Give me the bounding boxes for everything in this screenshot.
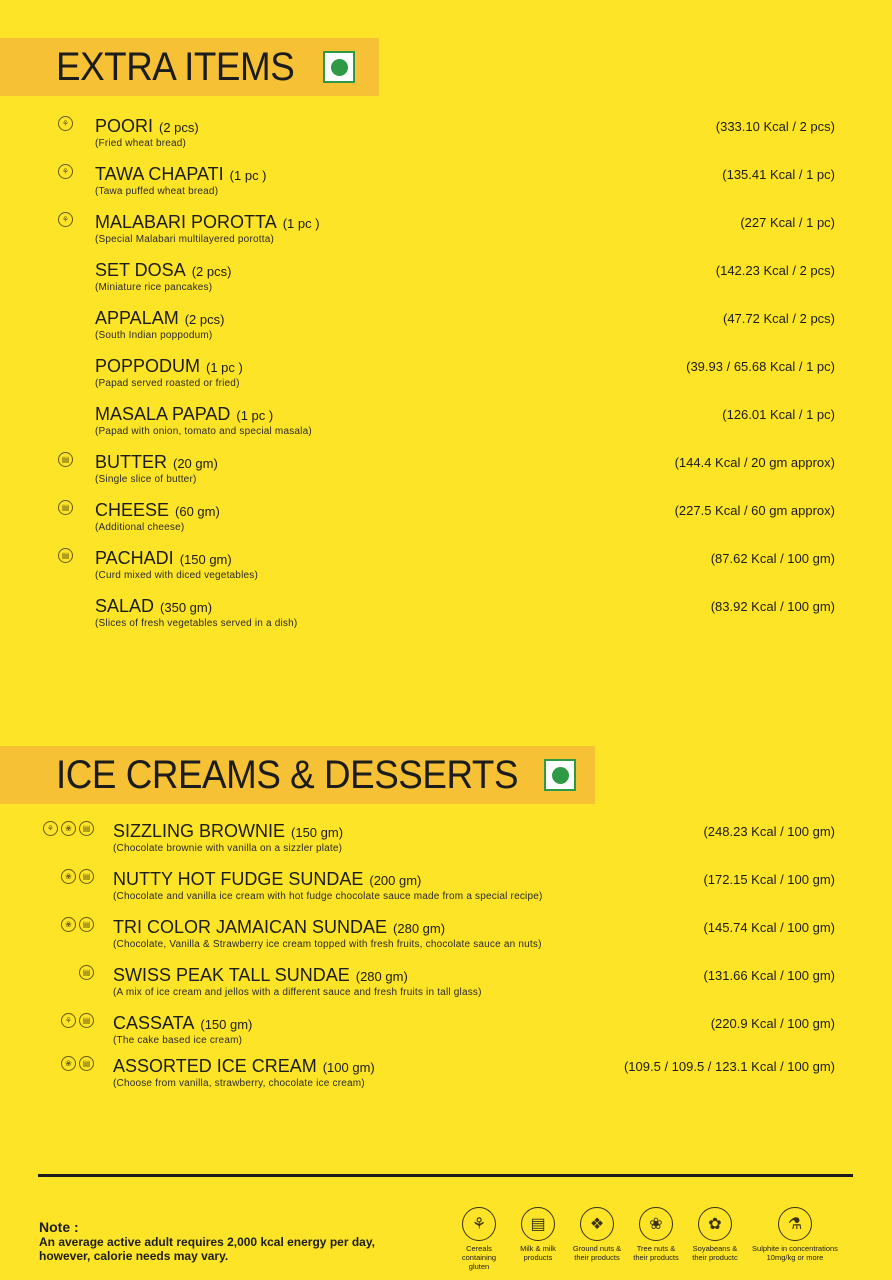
item-description: (South Indian poppodum): [95, 330, 213, 341]
item-calories: (131.66 Kcal / 100 gm): [703, 968, 835, 983]
item-calories: (333.10 Kcal / 2 pcs): [715, 119, 835, 134]
legend-label-line: products: [523, 1253, 553, 1262]
note-line: however, calorie needs may vary.: [39, 1249, 229, 1263]
legend-label-line: their products: [633, 1253, 679, 1262]
allergen-icons: [61, 1013, 94, 1028]
item-description: (Papad served roasted or fried): [95, 378, 240, 389]
allergen-icons: [61, 917, 94, 932]
gluten-icon: ⚘: [462, 1207, 496, 1241]
milk-icon: ▤: [58, 452, 73, 467]
item-heading: [113, 869, 421, 890]
item-heading: [95, 356, 243, 377]
allergen-icons: [58, 500, 73, 515]
soybean-icon: ✿: [698, 1207, 732, 1241]
note: [39, 1219, 375, 1263]
item-name: CHEESE: [95, 500, 170, 520]
item-name: TRI COLOR JAMAICAN SUNDAE: [113, 917, 388, 937]
legend-item: [627, 1207, 685, 1271]
allergen-icons: [61, 869, 94, 884]
gluten-icon: ⚘: [43, 821, 58, 836]
item-calories: (248.23 Kcal / 100 gm): [703, 824, 835, 839]
item-heading: [95, 404, 273, 425]
milk-icon: ▤: [79, 1056, 94, 1071]
item-heading: [95, 548, 232, 569]
legend-label: [573, 1244, 621, 1262]
legend-item: [686, 1207, 744, 1271]
legend-label: [520, 1244, 556, 1262]
menu-item: [0, 596, 892, 642]
gluten-icon: ⚘: [58, 212, 73, 227]
item-description: (Additional cheese): [95, 522, 185, 533]
item-quantity: (1 pc ): [236, 408, 274, 423]
item-quantity: (1 pc ): [206, 360, 243, 375]
item-calories: (142.23 Kcal / 2 pcs): [715, 263, 835, 278]
legend-label-line: Ground nuts &: [572, 1244, 622, 1253]
item-name: BUTTER: [95, 452, 167, 472]
item-name: SALAD: [95, 596, 155, 616]
item-description: (Tawa puffed wheat bread): [95, 186, 219, 197]
item-name: MASALA PAPAD: [95, 404, 231, 424]
allergen-icons: [43, 821, 94, 836]
item-quantity: (2 pcs): [191, 264, 232, 279]
item-heading: [113, 917, 445, 938]
item-quantity: (150 gm): [179, 552, 232, 567]
item-heading: [95, 596, 212, 617]
item-heading: [95, 260, 231, 281]
peanut-icon: ❖: [580, 1207, 614, 1241]
allergen-icons: [79, 965, 94, 980]
item-quantity: (60 gm): [175, 504, 220, 519]
item-description: (Slices of fresh vegetables served in a dish): [95, 618, 298, 629]
milk-icon: ▤: [58, 500, 73, 515]
allergen-icons: [61, 1056, 94, 1071]
legend-label-line: their products: [574, 1253, 620, 1262]
note-line: An average active adult requires 2,000 kcal energy per day,: [39, 1235, 375, 1249]
item-quantity: (100 gm): [322, 1060, 375, 1075]
item-description: (Special Malabari multilayered porotta): [95, 234, 274, 245]
sulphite-icon: ⚗: [778, 1207, 812, 1241]
item-calories: (87.62 Kcal / 100 gm): [710, 551, 835, 566]
item-calories: (109.5 / 109.5 / 123.1 Kcal / 100 gm): [623, 1059, 835, 1074]
item-name: PACHADI: [95, 548, 174, 568]
item-name: NUTTY HOT FUDGE SUNDAE: [113, 869, 364, 889]
item-calories: (126.01 Kcal / 1 pc): [722, 407, 835, 422]
menu-item: [0, 821, 892, 867]
menu-item: [0, 1056, 892, 1102]
item-description: (Fried wheat bread): [95, 138, 187, 149]
milk-icon: ▤: [79, 1013, 94, 1028]
divider: [38, 1174, 853, 1177]
item-name: APPALAM: [95, 308, 179, 328]
item-name: SET DOSA: [95, 260, 186, 280]
menu-item: [0, 869, 892, 915]
item-calories: (227 Kcal / 1 pc): [740, 215, 835, 230]
gluten-icon: ⚘: [58, 164, 73, 179]
tree-nuts-icon: ❀: [61, 821, 76, 836]
item-name: MALABARI POROTTA: [95, 212, 277, 232]
menu-item: [0, 965, 892, 1011]
item-quantity: (280 gm): [355, 969, 408, 984]
item-heading: [95, 308, 224, 329]
menu-item: [0, 164, 892, 210]
item-quantity: (200 gm): [369, 873, 422, 888]
legend-label-line: Sulphite in concentrations: [752, 1244, 838, 1253]
legend-item: [450, 1207, 508, 1271]
legend-label: [752, 1244, 838, 1262]
section-title: ICE CREAMS & DESSERTS: [56, 752, 519, 797]
legend-item: [509, 1207, 567, 1271]
legend-label: [450, 1244, 508, 1271]
allergen-icons: [58, 116, 73, 131]
section-title: EXTRA ITEMS: [56, 44, 295, 89]
item-quantity: (1 pc ): [282, 216, 320, 231]
item-quantity: (150 gm): [291, 825, 344, 840]
menu-item: [0, 452, 892, 498]
legend-label-line: gluten: [468, 1262, 490, 1271]
tree-nuts-icon: ❀: [61, 1056, 76, 1071]
legend-item: [745, 1207, 845, 1271]
milk-icon: ▤: [79, 965, 94, 980]
item-description: (Chocolate brownie with vanilla on a sizzler plate): [113, 843, 343, 854]
tree-nuts-icon: ❀: [639, 1207, 673, 1241]
item-heading: [95, 452, 218, 473]
item-heading: [113, 1013, 252, 1034]
legend-label-line: their productc: [692, 1253, 738, 1262]
item-quantity: (20 gm): [173, 456, 218, 471]
item-calories: (135.41 Kcal / 1 pc): [722, 167, 835, 182]
milk-icon: ▤: [79, 821, 94, 836]
item-description: (The cake based ice cream): [113, 1035, 243, 1046]
veg-icon: [544, 759, 576, 791]
milk-icon: ▤: [58, 548, 73, 563]
item-calories: (144.4 Kcal / 20 gm approx): [674, 455, 835, 470]
tree-nuts-icon: ❀: [61, 917, 76, 932]
item-calories: (172.15 Kcal / 100 gm): [703, 872, 835, 887]
item-quantity: (2 pcs): [159, 120, 199, 135]
item-calories: (47.72 Kcal / 2 pcs): [723, 311, 835, 326]
item-heading: [113, 821, 343, 842]
item-name: CASSATA: [113, 1013, 195, 1033]
item-calories: (83.92 Kcal / 100 gm): [710, 599, 835, 614]
item-quantity: (350 gm): [160, 600, 213, 615]
item-heading: [95, 164, 267, 185]
legend-label-line: Cereals containing: [461, 1244, 497, 1262]
legend-label-line: Tree nuts &: [636, 1244, 676, 1253]
legend-item: [568, 1207, 626, 1271]
milk-icon: ▤: [79, 869, 94, 884]
allergen-legend: [450, 1207, 846, 1271]
item-heading: [113, 965, 408, 986]
item-heading: [113, 1056, 375, 1077]
menu-item: [0, 356, 892, 402]
item-heading: [95, 212, 320, 233]
item-calories: (145.74 Kcal / 100 gm): [703, 920, 835, 935]
milk-icon: ▤: [521, 1207, 555, 1241]
milk-icon: ▤: [79, 917, 94, 932]
item-description: (Curd mixed with diced vegetables): [95, 570, 258, 581]
item-name: POORI: [95, 116, 154, 136]
item-heading: [95, 116, 199, 137]
item-description: (A mix of ice cream and jellos with a different sauce and fresh fruits in tall glass): [113, 987, 482, 998]
tree-nuts-icon: ❀: [61, 869, 76, 884]
legend-label: [692, 1244, 737, 1262]
allergen-icons: [58, 548, 73, 563]
item-description: (Chocolate, Vanilla & Strawberry ice cream topped with fresh fruits, chocolate sauce an nuts): [113, 939, 542, 950]
menu-item: [0, 548, 892, 594]
veg-icon: [323, 51, 355, 83]
item-name: SWISS PEAK TALL SUNDAE: [113, 965, 350, 985]
menu-item: [0, 260, 892, 306]
item-name: TAWA CHAPATI: [95, 164, 224, 184]
gluten-icon: ⚘: [58, 116, 73, 131]
item-quantity: (2 pcs): [184, 312, 225, 327]
item-description: (Choose from vanilla, strawberry, chocolate ice cream): [113, 1078, 365, 1089]
item-description: (Single slice of butter): [95, 474, 197, 485]
menu-item: [0, 308, 892, 354]
menu-item: [0, 1013, 892, 1059]
item-calories: (227.5 Kcal / 60 gm approx): [674, 503, 835, 518]
desserts-banner: [0, 746, 595, 804]
item-quantity: (280 gm): [393, 921, 446, 936]
item-description: (Miniature rice pancakes): [95, 282, 213, 293]
item-name: POPPODUM: [95, 356, 201, 376]
menu-item: [0, 116, 892, 162]
menu-item: [0, 212, 892, 258]
item-description: (Chocolate and vanilla ice cream with hot fudge chocolate sauce made from a special recipe): [113, 891, 543, 902]
menu-item: [0, 917, 892, 963]
item-description: (Papad with onion, tomato and special masala): [95, 426, 312, 437]
item-quantity: (150 gm): [200, 1017, 253, 1032]
allergen-icons: [58, 212, 73, 227]
legend-label-line: Milk & milk: [520, 1244, 556, 1253]
extra-items-banner: [0, 38, 379, 96]
note-title: Note :: [39, 1219, 79, 1235]
item-name: SIZZLING BROWNIE: [113, 821, 286, 841]
menu-item: [0, 500, 892, 546]
allergen-icons: [58, 164, 73, 179]
gluten-icon: ⚘: [61, 1013, 76, 1028]
item-heading: [95, 500, 220, 521]
menu-item: [0, 404, 892, 450]
allergen-icons: [58, 452, 73, 467]
item-calories: (39.93 / 65.68 Kcal / 1 pc): [686, 359, 835, 374]
legend-label-line: 10mg/kg or more: [766, 1253, 824, 1262]
item-name: ASSORTED ICE CREAM: [113, 1056, 317, 1076]
legend-label-line: Soyabeans &: [692, 1244, 738, 1253]
item-quantity: (1 pc ): [229, 168, 267, 183]
item-calories: (220.9 Kcal / 100 gm): [710, 1016, 835, 1031]
legend-label: [633, 1244, 678, 1262]
